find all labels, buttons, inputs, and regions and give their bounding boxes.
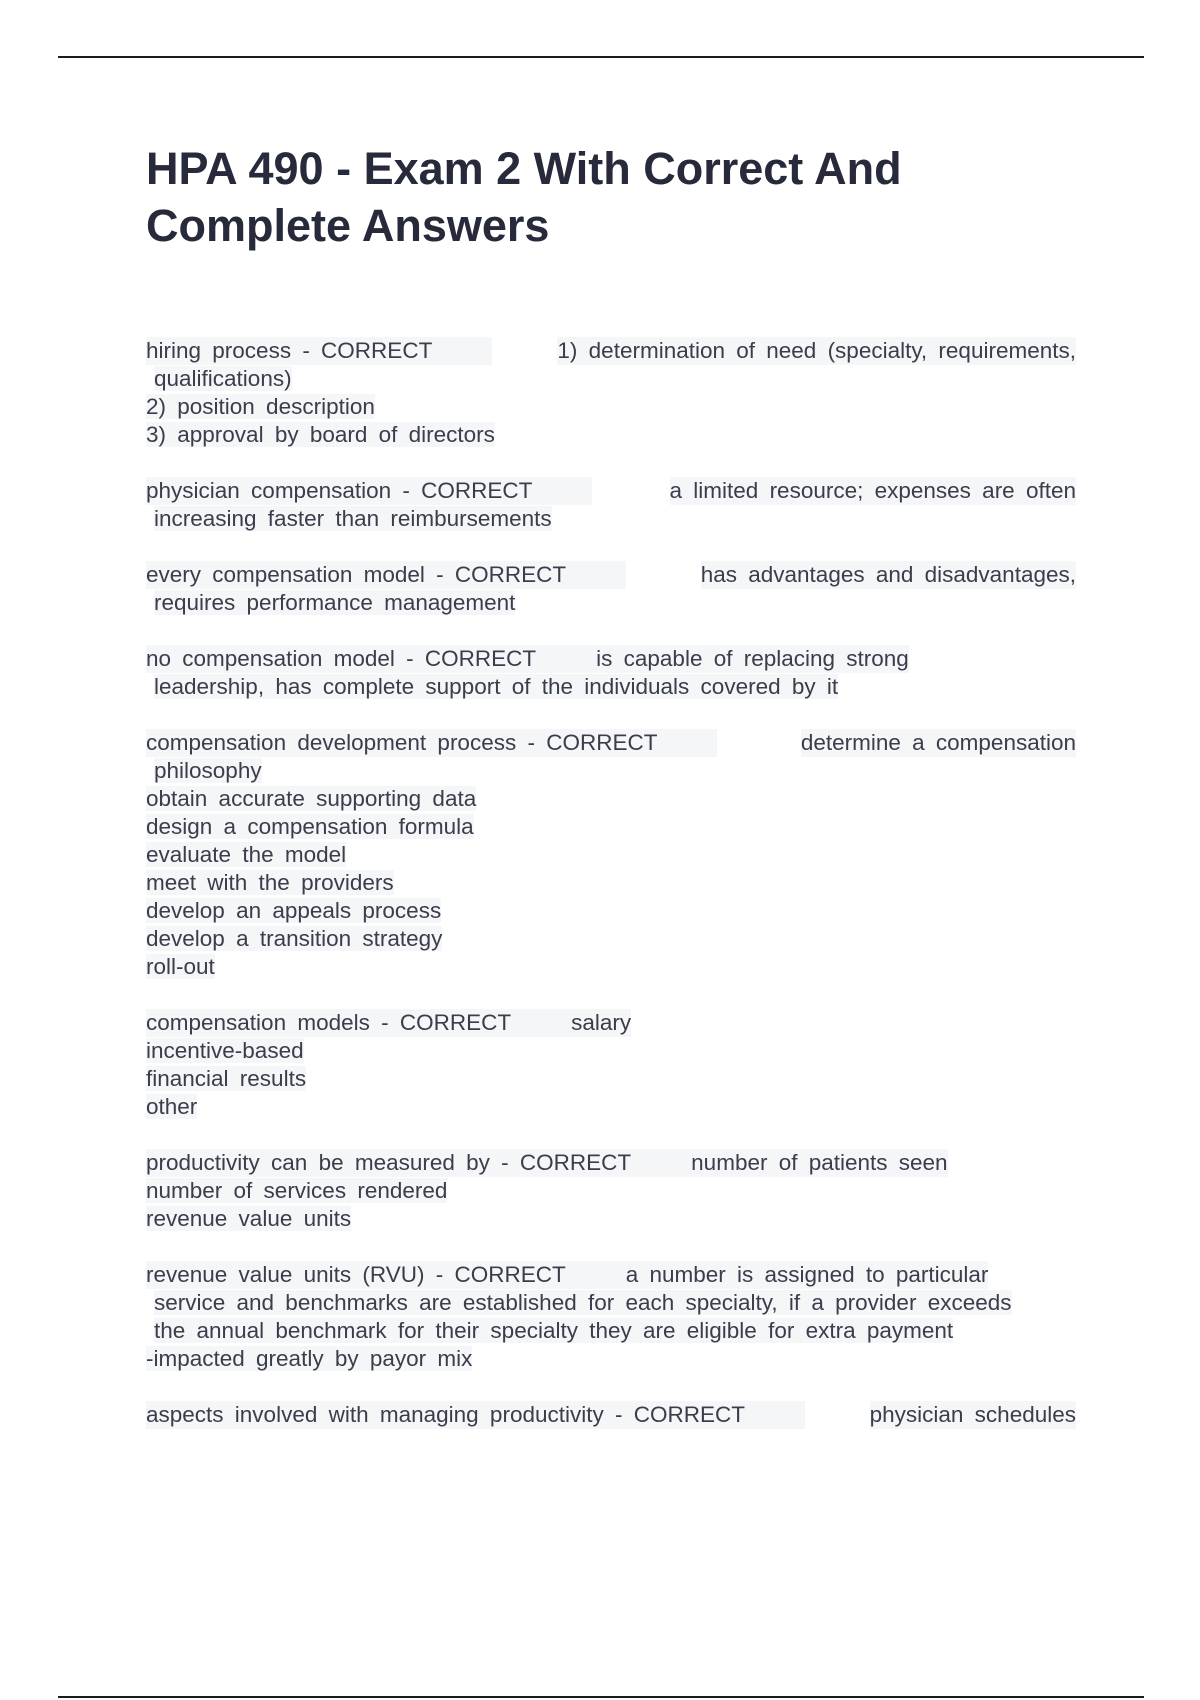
qa-answer: determine a compensation [800, 730, 1076, 755]
qa-answer-text: revenue value units [146, 1206, 352, 1231]
qa-answer-line [146, 589, 1086, 617]
qa-entry [146, 477, 1086, 533]
qa-first-line [146, 1261, 1076, 1289]
qa-answer-line [146, 897, 1086, 925]
qa-separator [532, 477, 592, 505]
qa-term: productivity can be measured by - CORRECT [146, 1150, 632, 1175]
top-rule [58, 56, 1144, 58]
qa-first-line [146, 561, 1076, 589]
qa-answer-line [146, 1205, 1086, 1233]
qa-answer-text: other [146, 1094, 198, 1119]
qa-answer-text: service and benchmarks are established for each specialty, if a provider exceeds [154, 1290, 1012, 1315]
qa-separator [511, 1009, 571, 1037]
qa-separator [432, 337, 492, 365]
qa-first-line [146, 1009, 1076, 1037]
qa-answer-line [146, 1177, 1086, 1205]
qa-answer-text: number of services rendered [146, 1178, 448, 1203]
qa-first-line [146, 337, 1076, 365]
qa-answer-text: meet with the providers [146, 870, 394, 895]
qa-answer-text: incentive-based [146, 1038, 304, 1063]
qa-answer: a limited resource; expenses are often [669, 478, 1076, 503]
qa-answer-line [146, 1093, 1086, 1121]
qa-answer: number of patients seen [691, 1150, 948, 1175]
qa-answer-text: develop an appeals process [146, 898, 442, 923]
qa-answer: is capable of replacing strong [596, 646, 909, 671]
qa-answer-line [146, 1317, 1086, 1345]
qa-entry [146, 561, 1086, 617]
qa-separator [745, 1401, 805, 1429]
qa-answer-text: qualifications) [154, 366, 292, 391]
qa-answer: 1) determination of need (specialty, requirements, [557, 338, 1076, 363]
qa-answer-line [146, 813, 1086, 841]
qa-entry [146, 729, 1086, 981]
document-body [146, 140, 1086, 1457]
qa-answer-text: the annual benchmark for their specialty they are eligible for extra payment [154, 1318, 954, 1343]
title-line-2: Complete Answers [146, 200, 550, 251]
qa-first-line [146, 477, 1076, 505]
qa-answer-text: financial results [146, 1066, 307, 1091]
qa-answer-line [146, 1037, 1086, 1065]
qa-term: physician compensation - CORRECT [146, 478, 533, 503]
qa-answer-line [146, 1065, 1086, 1093]
qa-answer-text: -impacted greatly by payor mix [146, 1346, 473, 1371]
qa-list [146, 337, 1086, 1429]
qa-separator [536, 645, 596, 673]
qa-answer-line [146, 365, 1086, 393]
bottom-rule [58, 1696, 1144, 1698]
qa-term: aspects involved with managing productivity - CORRECT [146, 1402, 745, 1427]
qa-answer-line [146, 785, 1086, 813]
qa-term: revenue value units (RVU) - CORRECT [146, 1262, 566, 1287]
qa-answer-line [146, 757, 1086, 785]
qa-answer-line [146, 1345, 1086, 1373]
qa-answer-text: 3) approval by board of directors [146, 422, 495, 447]
qa-answer-line [146, 925, 1086, 953]
qa-answer: physician schedules [869, 1402, 1076, 1427]
qa-term: compensation development process - CORRECT [146, 730, 658, 755]
qa-answer-text: philosophy [154, 758, 262, 783]
qa-first-line [146, 729, 1076, 757]
document-title [146, 140, 1086, 254]
qa-answer: a number is assigned to particular [625, 1262, 989, 1287]
qa-answer-text: obtain accurate supporting data [146, 786, 477, 811]
qa-entry [146, 1149, 1086, 1233]
qa-answer: salary [571, 1010, 632, 1035]
qa-entry [146, 645, 1086, 701]
qa-answer-text: develop a transition strategy [146, 926, 443, 951]
qa-answer-line [146, 953, 1086, 981]
qa-answer-line [146, 673, 1086, 701]
qa-separator [566, 561, 626, 589]
qa-first-line [146, 645, 1076, 673]
qa-answer-line [146, 421, 1086, 449]
qa-answer-text: increasing faster than reimbursements [154, 506, 552, 531]
qa-first-line [146, 1401, 1076, 1429]
qa-answer-text: requires performance management [154, 590, 516, 615]
title-line-1: HPA 490 - Exam 2 With Correct And [146, 143, 902, 194]
qa-answer-line [146, 841, 1086, 869]
qa-answer-line [146, 393, 1086, 421]
qa-answer-text: roll-out [146, 954, 215, 979]
qa-term: compensation models - CORRECT [146, 1010, 512, 1035]
qa-answer-line [146, 1289, 1086, 1317]
qa-answer-line [146, 505, 1086, 533]
qa-separator [631, 1149, 691, 1177]
qa-answer-text: leadership, has complete support of the individuals covered by it [154, 674, 839, 699]
qa-answer: has advantages and disadvantages, [700, 562, 1076, 587]
qa-answer-text: 2) position description [146, 394, 375, 419]
qa-answer-line [146, 869, 1086, 897]
qa-entry [146, 1009, 1086, 1121]
qa-entry [146, 337, 1086, 449]
qa-term: no compensation model - CORRECT [146, 646, 537, 671]
qa-entry [146, 1261, 1086, 1373]
qa-term: hiring process - CORRECT [146, 338, 433, 363]
qa-entry [146, 1401, 1086, 1429]
qa-separator [657, 729, 717, 757]
qa-answer-text: evaluate the model [146, 842, 347, 867]
qa-term: every compensation model - CORRECT [146, 562, 567, 587]
qa-separator [566, 1261, 626, 1289]
qa-answer-text: design a compensation formula [146, 814, 474, 839]
qa-first-line [146, 1149, 1076, 1177]
